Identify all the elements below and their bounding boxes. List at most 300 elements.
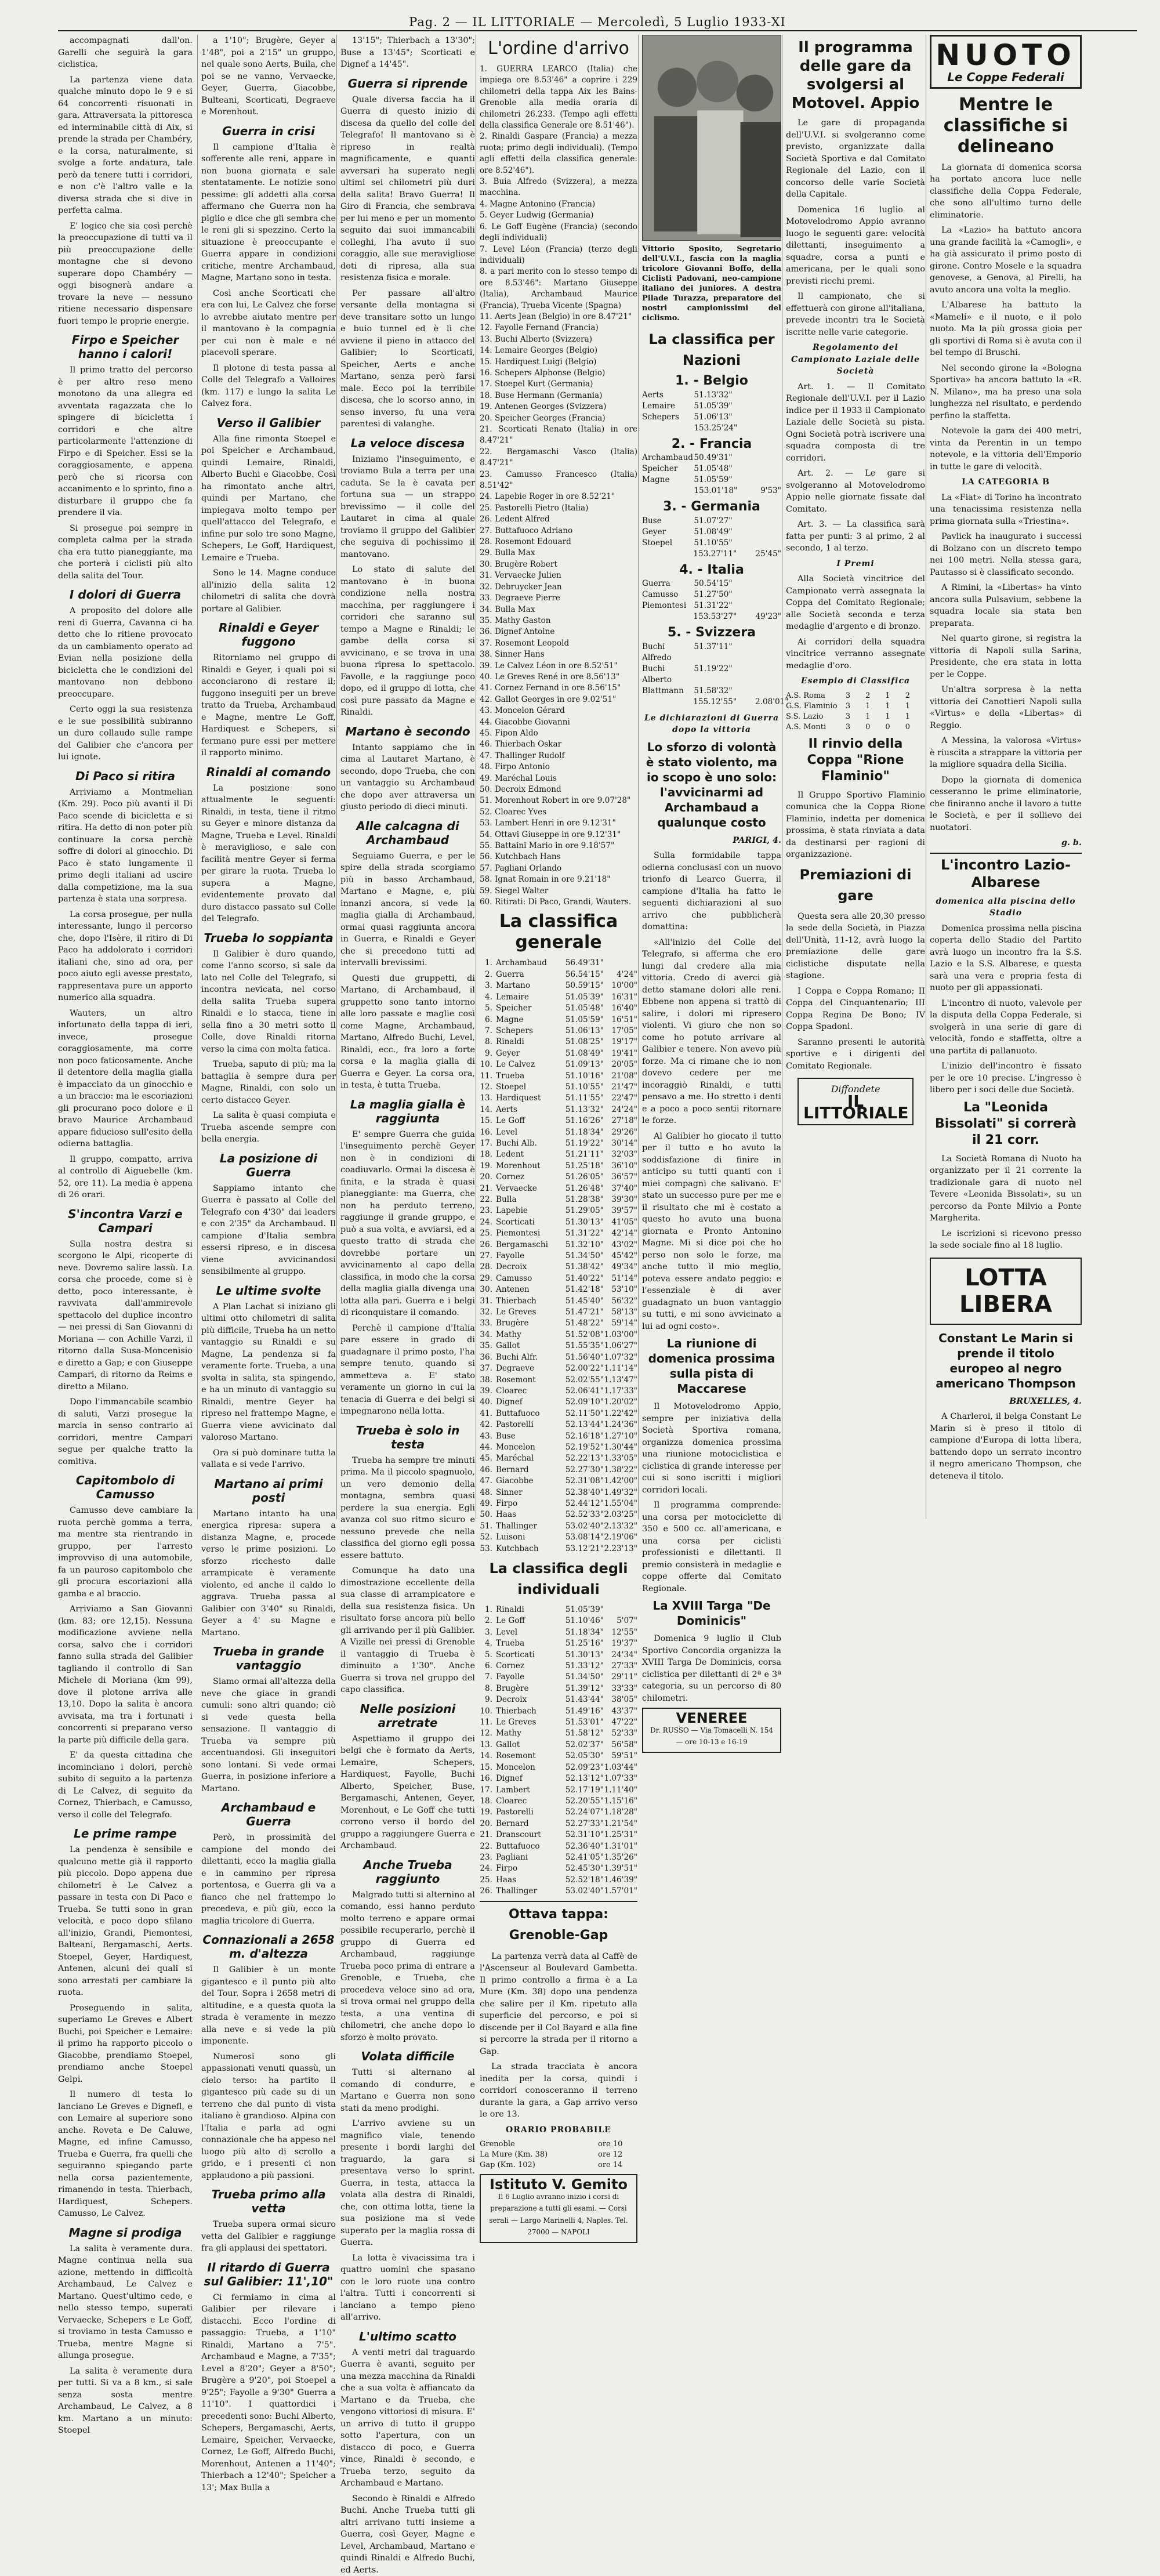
subheading: La maglia gialla è raggiunta [340, 1097, 475, 1125]
dateline: PARIGI, 4. [642, 835, 781, 847]
paragraph: La pendenza è sensibile e qualcuno mette già il rapporto più piccolo. Dopo appena due chilometri è Le Calvez a passare in testa con Di Paco e Trueba. Se tutti sono in gran velocità, e poco dopo sfilano all'inizio, Grandi, Piemontesi, Balteani, Bergamaschi, Aerts. Stoepel, Geyer, Hardiquest, Antenen, alcuni dei quali si sono arrestati per cambiare la ruota. [58, 1844, 193, 1999]
arrival-entry: 23. Camusso Francesco (Italia) 8.51'42" [480, 469, 637, 492]
classification-row [480, 1442, 637, 1453]
standings-table [786, 691, 925, 733]
classification-n: 10. [480, 1059, 492, 1070]
classification-g: 1.07'33" [604, 1773, 637, 1784]
classification-t: 51.05'48" [550, 1003, 604, 1014]
paragraph: Iniziamo l'inseguimento, e troviamo Bula a terra per una caduta. Se la è cavata per fortuna sua — un strappo brevissimo — il colle del Lautaret in cima al quale troviamo il gruppo del Galibier che seguiva di pochissimo il mantovano. [340, 454, 475, 561]
eighth-stage-heading: Ottava tappa: Grenoble-Gap [480, 1901, 637, 1946]
classification-n: 8. [480, 1037, 492, 1048]
classification-nm: Guerra [496, 969, 550, 980]
classification-nm: Buttafuoco [496, 1408, 550, 1419]
classification-g: 1.39'51" [604, 1863, 637, 1874]
classification-g: 39'57" [604, 1205, 637, 1216]
nation-cell [757, 600, 781, 611]
classification-row [480, 1818, 637, 1829]
classification-t: 51.21'11" [550, 1149, 604, 1160]
classification-nm: Moncelon [496, 1442, 550, 1453]
arrival-entry: 55. Battaini Mario in ore 9.18'57" [480, 840, 637, 852]
classification-t: 52.22'13" [550, 1453, 604, 1464]
classification-nm: Decroix [496, 1694, 550, 1705]
classification-g: 38'05" [604, 1694, 637, 1705]
standings-cell: 1 [885, 691, 905, 701]
classification-row [480, 1453, 637, 1464]
classification-g: 20'05" [604, 1059, 637, 1070]
classification-g: 45'42" [604, 1251, 637, 1262]
subheading: L'ultimo scatto [340, 2329, 475, 2343]
paragraph: La Società Romana di Nuoto ha organizzato per il 21 corrente la tradizionale gara di nuoto nel Tevere «Leonida Bissolati», su un percorso da Ponte Milvio a Ponte Margherita. [930, 1153, 1082, 1224]
classification-g: 59'14" [604, 1318, 637, 1329]
classification-n: 3. [480, 1627, 492, 1638]
classification-n: 18. [480, 1149, 492, 1160]
arrival-entry: 57. Pagliani Orlando [480, 863, 637, 874]
classification-n: 40. [480, 1397, 492, 1408]
classification-row [480, 1082, 637, 1093]
classifiche-heading: Mentre le classifiche si delineano [930, 95, 1082, 157]
classification-nm: Bernard [496, 1818, 550, 1829]
classification-row [480, 1138, 637, 1149]
paragraph: Così anche Scorticati che era con lui, Le Calvez che forse lo avrebbe aiutato mentre per il mantovano è la compagnia per cui non è male e né piacevoli sperare. [201, 288, 336, 359]
classification-g: 27'33" [604, 1661, 637, 1672]
classification-nm: Luisoni [496, 1532, 550, 1543]
classification-n: 52. [480, 1532, 492, 1543]
nation-cell [757, 589, 781, 600]
classification-t: 51.38'42" [550, 1262, 604, 1273]
paragraph: Tutti si alternano al comando di condurre, e Martano e Guerra non sono stati da meno prodighi. [340, 2067, 475, 2114]
classification-nm: Thallinger [496, 1521, 550, 1532]
classification-row [480, 1627, 637, 1638]
classification-t: 51.05'39" [550, 1604, 604, 1615]
nation-cell: 155.12'55" [693, 697, 755, 708]
nation-cell: Stoepel [642, 538, 694, 549]
nation-cell: Geyer [642, 527, 694, 538]
classification-row [480, 1875, 637, 1886]
classification-n: 13. [480, 1740, 492, 1751]
paragraph: Secondo è Rinaldi e Alfredo Buchi. Anche Trueba tutti gli altri arrivano tutti insieme a Guerra, così Geyer, Magne e Level, Archambaud, Martano e quindi Rinaldi e Alfredo Buchi, ed Aerts. [340, 2493, 475, 2576]
nation-cell: Piemontesi [642, 600, 694, 611]
classification-n: 15. [480, 1115, 492, 1126]
classification-n: 12. [480, 1728, 492, 1739]
classification-nm: Level [496, 1627, 550, 1638]
classification-n: 22. [480, 1841, 492, 1852]
paragraph: A venti metri dal traguardo Guerra è avanti, seguito per una mezza macchina da Rinaldi che a sua volta è affiancato da Martano e da Trueba, che vengono vittoriosi di misura. E' un arrivo di tutto il gruppo sotto l'apertura, con un distacco di poco, e Guerra vince, Rinaldi è secondo, e Trueba terzo, seguito da Archambaud e Martano. [340, 2347, 475, 2490]
classification-g: 2.13'32" [604, 1521, 637, 1532]
promo-title: IL LITTORIALE [803, 1096, 908, 1119]
classification-nm: Buchi Alb. [496, 1138, 550, 1149]
classification-n: 43. [480, 1431, 492, 1442]
classification-g: 1.21'54" [604, 1818, 637, 1829]
classification-n: 25. [480, 1875, 492, 1886]
classification-row [480, 1329, 637, 1340]
individual-classification-list [480, 1604, 637, 1897]
paragraph: L'arrivo avviene su un magnifico viale, tenendo presente i bordi larghi del traguardo, la gara si presentava verso lo sprint. Guerra, in testa, attacca la volata alla destra di Rinaldi, che, con ottima lotta, tiene la sua posizione ma si vede superato per la maglia rossa di Guerra. [340, 2118, 475, 2249]
nation-row [642, 390, 781, 401]
nation-cell [757, 452, 781, 463]
classification-nm: Lambert [496, 1785, 550, 1796]
nation-row [642, 474, 781, 486]
arrival-entry: 6. Le Goff Eugène (Francia) (secondo degli individuali) [480, 222, 637, 244]
bissolati-heading: La "Leonida Bissolati" si correrà il 21 corr. [930, 1100, 1082, 1148]
classification-g: 2.03'25" [604, 1509, 637, 1520]
nation-cell [642, 549, 693, 560]
subheading: Martano è secondo [340, 724, 475, 738]
classification-t: 51.56'40" [550, 1352, 604, 1363]
nation-name: 2. - Francia [642, 439, 781, 451]
subheading: Trueba lo soppianta [201, 931, 336, 945]
classification-nm: Ledent [496, 1149, 550, 1160]
classification-g: 19'41" [604, 1048, 637, 1059]
classification-t: 51.19'22" [550, 1138, 604, 1149]
paragraph: La salita è veramente dura. Magne continua nella sua azione, mettendo in difficoltà Archambaud, Le Calvez e Martano. Quest'ultimo cede, e nello stesso tempo, superati Vervaecke, Schepers e Le Goff, si troviamo in testa Camusso e Trueba, mentre Magne si allunga prosegue. [58, 2243, 193, 2362]
classification-n: 12. [480, 1082, 492, 1093]
classification-nm: Dignef [496, 1397, 550, 1408]
classification-row [480, 1115, 637, 1126]
nation-cell: 51.27'50" [694, 589, 756, 600]
classification-g: 1.18'28" [604, 1807, 637, 1818]
classification-n: 9. [480, 1694, 492, 1705]
advert-title: Istituto V. Gemito [484, 2179, 633, 2191]
paragraph: Camusso deve cambiare la ruota perchè gomma a terra, ma mentre sta rientrando in gruppo, per l'arresto improvviso di una automobile, fa un pauroso capitombolo che gli procura escoriazioni alla gamba e al braccio. [58, 1505, 193, 1600]
classification-nm: Brugère [496, 1683, 550, 1694]
promo-line: Diffondete [803, 1084, 908, 1096]
paragraph: Trueba ha sempre tre minuti prima. Ma il piccolo spagnuolo, un vero demonio della montagna, sembra quasi perdere la sua energia. Egli avanza col suo ritmo sicuro e nessuno prevede che nella classifica del giorno egli possa essere battuto. [340, 1455, 475, 1562]
classification-n: 38. [480, 1375, 492, 1386]
classification-g: 43'37" [604, 1706, 637, 1717]
arrival-entry: 30. Brugère Robert [480, 559, 637, 570]
classification-nm: Rinaldi [496, 1604, 550, 1615]
paragraph: «All'inizio del Colle del Telegrafo, si afferma che ero lungi dal credere alla mia vittoria. Credo di averci già detto stamane dolori alle reni. Ebbene non appena si trattò di salire, i dolori mi ripresero violenti. Vi giuro che non so come ho potuto arrivare al Galibier e tenere. Non avevo più forze. Ma ci rimane che io non dovevo cedere per me incoraggiò Rinaldi, e tutti pensavo a me. Ho stretto i denti e a poco a poco sentii ritornare le forze. [642, 937, 781, 1127]
classification-g: 5'07" [604, 1615, 637, 1626]
classification-row [480, 1638, 637, 1649]
classification-n: 14. [480, 1751, 492, 1762]
classification-nm: Bulla [496, 1194, 550, 1205]
classification-row [480, 1340, 637, 1352]
nation-row [642, 611, 781, 622]
classification-g: 24'34" [604, 1650, 637, 1661]
classification-nm: Decroix [496, 1262, 550, 1273]
paragraph: Nel quarto girone, si registra la vittoria di Napoli sulla Sarina, Presidente, che era stata in lotta per le Coppe. [930, 633, 1082, 680]
subheading: Le ultime svolte [201, 1284, 336, 1298]
standings-row [786, 691, 925, 701]
classification-g: 1.13'47" [604, 1375, 637, 1386]
classification-t: 51.11'55" [550, 1093, 604, 1104]
classification-n: 11. [480, 1717, 492, 1728]
classification-t: 51.47'21" [550, 1307, 604, 1318]
classification-nm: Firpo [496, 1498, 550, 1509]
standings-cell: 3 [846, 722, 865, 733]
arrival-entry: 60. Ritirati: Di Paco, Grandi, Wauters. [480, 897, 637, 908]
classification-n: 24. [480, 1217, 492, 1228]
paragraph: Un'altra sorpresa è la netta vittoria dei Canottieri Napoli sulla «Virtus» e della «Libertas» di Reggio. [930, 684, 1082, 731]
paragraph: Art. 2. — Le gare si svolgeranno al Motovelodromo Appio nelle giornate fissate dal Comitato. [786, 468, 925, 515]
classification-nm: Thierbach [496, 1706, 550, 1717]
paragraph: E' da questa cittadina che incominciano i dolori, perchè subito di seguito a la partenza di Le Calvez, di seguito da Cornez, Thierbach, e Camusso, verso il colle del Telegrafo. [58, 1749, 193, 1821]
classification-t: 52.02'37" [550, 1740, 604, 1751]
advert-istituto-gemito [480, 2174, 637, 2243]
classification-t: 51.32'10" [550, 1240, 604, 1251]
nation-cell: 50.54'15" [694, 578, 756, 589]
classification-row [480, 1352, 637, 1363]
classification-n: 26. [480, 1240, 492, 1251]
classification-nm: Cornez [496, 1661, 550, 1672]
paragraph: Trueba, saputo di più; ma la battaglia è sempre dura per Magne, Rinaldi, con solo un certo distacco Geyer. [201, 1059, 336, 1106]
nation-block [642, 375, 781, 434]
classification-nm: Dranscourt [496, 1829, 550, 1840]
classification-t: 51.43'44" [550, 1694, 604, 1705]
classification-nm: Gallot [496, 1340, 550, 1352]
nation-cell: 51.05'48" [694, 463, 756, 474]
classification-nm: Thierbach [496, 1296, 550, 1307]
nation-cell: 153.27'11" [693, 549, 755, 560]
classification-row [480, 992, 637, 1003]
arrival-entry: 33. Degraeve Pierre [480, 593, 637, 604]
classification-n: 26. [480, 1886, 492, 1897]
classification-row [480, 969, 637, 980]
classification-row [480, 1048, 637, 1059]
classification-t: 51.31'22" [550, 1228, 604, 1239]
classification-n: 7. [480, 1672, 492, 1683]
classification-g: 1.42'00" [604, 1476, 637, 1487]
nation-row [642, 686, 781, 697]
lazio-albarese-heading: L'incontro Lazio-Albarese [930, 853, 1082, 891]
paragraph: Ora si può dominare tutta la vallata e si vede l'arrivo. [201, 1447, 336, 1471]
classification-nm: Level [496, 1127, 550, 1138]
classification-row [480, 1706, 637, 1717]
lazio-albarese-subheading: domenica alla piscina dello Stadio [930, 896, 1082, 919]
timetable-l: La Mure (Km. 38) [480, 2150, 598, 2160]
nation-cell [642, 697, 693, 708]
nation-cell: 51.06'13" [694, 412, 756, 423]
classification-t: 52.20'55" [550, 1796, 604, 1807]
paragraph: L'incontro di nuoto, valevole per la disputa della Coppa Federale, si svolgerà in una serie di gare di velocità, fondo e staffetta, oltre a una partita di pallanuoto. [930, 998, 1082, 1057]
classification-t: 51.26'48" [550, 1183, 604, 1194]
nation-cell: 2.08'01" [755, 697, 781, 708]
subheading: I dolori di Guerra [58, 588, 193, 602]
classification-row [480, 1694, 637, 1705]
classification-n: 4. [480, 992, 492, 1003]
classification-nm: Scorticati [496, 1217, 550, 1228]
lotta-libera-box [930, 1258, 1082, 1325]
classification-row [480, 1672, 637, 1683]
nation-cell: 153.53'27" [693, 611, 755, 622]
subheading: Guerra in crisi [201, 124, 336, 138]
classification-g: 47'22" [604, 1717, 637, 1728]
classification-row [480, 1796, 637, 1807]
classification-n: 25. [480, 1228, 492, 1239]
paragraph: Ci fermiamo in cima al Galibier per rilevare i distacchi. Ecco l'ordine di passaggio: Trueba, a 1'10" Rinaldi, Martano a 7'5". Archambaud e Magne, a 7'35"; Level a 8'20"; Geyer a 8'50"; Brugère a 9'20", poi Stoepel a 9'25"; Fayolle a 9'30" Guerra a 11'10". I quattordici i precedenti sono: Buchi Alberto, Schepers, Bergamaschi, Aerts, Lemaire, Speicher, Vervaecke, Cornez, Le Goff, Alfredo Buchi, Morenhout, Antenen a 11'40"; Thierbach a 12'40"; Speicher a 13'; Max Bulla a [201, 2292, 336, 2494]
classification-n: 11. [480, 1071, 492, 1082]
classification-nm: Morenhout [496, 1161, 550, 1172]
nation-cell: 51.10'55" [694, 538, 756, 549]
classification-g: 24'24" [604, 1104, 637, 1115]
timetable-title: ORARIO PROBABILE [480, 2124, 637, 2136]
paragraph: Sappiamo intanto che Guerra è passato al Colle del Telegrafo con 4'30" dai leaders e con 2'35" da Archambaud. Il campione d'Italia sembra essersi ripreso, e in discesa viene avvicinandosi sensibilmente al gruppo. [201, 1183, 336, 1278]
classification-nm: Mathy [496, 1329, 550, 1340]
cyclists-photo [642, 35, 781, 241]
nation-cell: Buchi Alfredo [642, 642, 694, 664]
nation-cell [757, 390, 781, 401]
standings-cell: 0 [865, 722, 885, 733]
nation-cell: 51.13'32" [694, 390, 756, 401]
paragraph: La partenza viene data qualche minuto dopo le 9 e si 64 concorrenti risuonati in gara. Attraversata la pittoresca ed interminabile città di Aix, si prende la strada per Chambéry, e la corsa, naturalmente, si svolge a forte andatura, tale però da tenere tutti i corridori, e non c'è l'altro valle e la diversa strada che si dive in perfetta calma. [58, 74, 193, 217]
timetable-v: ore 12 [598, 2150, 637, 2160]
nation-row [642, 642, 781, 664]
arrival-entry: 2. Rinaldi Gaspare (Francia) a mezza ruota; primo degli individuali). (Tempo agli effetti della classifica generale: ore 8.52'46"). [480, 131, 637, 176]
classification-g: 1.49'32" [604, 1487, 637, 1498]
nation-row [642, 527, 781, 538]
classification-g: 1.35'26" [604, 1852, 637, 1863]
standings-cell: 0 [905, 722, 925, 733]
nations-classification [642, 375, 781, 708]
classification-t: 52.05'30" [550, 1751, 604, 1762]
classification-nm: Haas [496, 1509, 550, 1520]
classification-g: 1.22'42" [604, 1408, 637, 1419]
nation-block [642, 439, 781, 497]
arrival-entry: 48. Firpo Antonio [480, 762, 637, 773]
nation-row [642, 589, 781, 600]
classification-g: 36'57" [604, 1172, 637, 1183]
arrival-entry: 37. Rosemont Leopold [480, 638, 637, 649]
promo-box [798, 1078, 913, 1125]
targa-heading: La XVIII Targa "De Dominicis" [642, 1598, 781, 1628]
classification-t: 52.16'18" [550, 1431, 604, 1442]
paragraph: Domenica 16 luglio al Motovelodromo Appio avranno luogo le seguenti gare: velocità dilettanti, inseguimento a squadre, corsa a punti e americana, per le quali sono previsti ricchi premi. [786, 204, 925, 288]
classification-n: 44. [480, 1442, 492, 1453]
classification-t: 51.49'16" [550, 1706, 604, 1717]
classification-g: 21'47" [604, 1082, 637, 1093]
arrival-entry: 59. Siegel Walter [480, 886, 637, 897]
classification-n: 14. [480, 1104, 492, 1115]
paragraph: Art. 3. — La classifica sarà fatta per punti: 3 al primo, 2 al secondo, 1 al terzo. [786, 519, 925, 555]
nation-row [642, 486, 781, 497]
classification-n: 2. [480, 969, 492, 980]
nation-row [642, 516, 781, 527]
subheading: Rinaldi e Geyer fuggono [201, 621, 336, 648]
paragraph: Per passare all'altro versante della montagna si deve transitare sotto un lungo e buio tunnel ed è lì che avviene il pieno in attacco del Galibier; lo Scorticati, Speicher, Aerts e anche Martano, senza però farsi male. Ecco poi la terribile discesa, che lo scorso anno, in senso inverso, fu una vera parentesi di valanghe. [340, 288, 475, 430]
paragraph: La strada tracciata è ancora inedita per la corsa, quindi i corridori conosceranno il terreno durante la gara, a Gap arrivo verso le ore 13. [480, 2061, 637, 2121]
classification-n: 27. [480, 1251, 492, 1262]
classification-g: 43'02" [604, 1240, 637, 1251]
masthead [58, 13, 1137, 31]
lotta-libera-title: LOTTA LIBERA [937, 1265, 1075, 1318]
coppa-flaminio-heading: Il rinvio della Coppa "Rione Flaminio" [786, 736, 925, 785]
subheading: Trueba primo alla vetta [201, 2187, 336, 2215]
paragraph: I Coppa e Coppa Romano; II Coppa del Cinquantenario; III Coppa Regina De Bono; IV Coppa Spadoni. [786, 986, 925, 1033]
paragraph: A Plan Lachat si iniziano gli ultimi otto chilometri di salita più difficile, Trueba ha un netto vantaggio su Rinaldi e su Magne, La pendenza si fa veramente forte. Trueba, a una svolta in salita, sta spingendo, e ha un minuto di vantaggio su Rinaldi, mentre Geyer ha ripreso nel frattempo Magne, e Guerra viene avvicinato dal valoroso Martano. [201, 1301, 336, 1444]
classification-nm: Le Greves [496, 1717, 550, 1728]
paragraph: Dopo la giornata di domenica cesseranno le prime eliminatorie, che finiranno anche il lavoro a tutte le Società, e per il sollievo dei nuotatori. [930, 774, 1082, 834]
arrival-entry: 51. Morenhout Robert in ore 9.07'28" [480, 795, 637, 806]
classification-nm: Sinner [496, 1487, 550, 1498]
general-classification-heading: La classifica generale [480, 911, 637, 953]
classification-t: 51.13'32" [550, 1104, 604, 1115]
classification-row [480, 1217, 637, 1228]
nation-cell [757, 401, 781, 412]
classification-row [480, 1262, 637, 1273]
arrival-entry: 43. Moncelon Gérard [480, 705, 637, 716]
classification-nm: Cloarec [496, 1386, 550, 1397]
classification-row [480, 1104, 637, 1115]
classification-g: 1.20'02" [604, 1397, 637, 1408]
classification-n: 50. [480, 1509, 492, 1520]
nation-cell: 51.05'39" [694, 401, 756, 412]
classification-row [480, 1773, 637, 1784]
classification-row [480, 958, 637, 969]
classification-n: 30. [480, 1284, 492, 1295]
classification-nm: Buttafuoco [496, 1841, 550, 1852]
classification-row [480, 1419, 637, 1430]
classification-nm: Bergamaschi [496, 1240, 550, 1251]
classification-row [480, 1172, 637, 1183]
paragraph: Il Gruppo Sportivo Flaminio comunica che la Coppa Rione Flaminio, indetta per domenica prossima, è stata rinviata a data da destinarsi per ragioni di organizzazione. [786, 789, 925, 861]
arrival-entry: 15. Hardiquest Luigi (Belgio) [480, 357, 637, 368]
classification-row [480, 1375, 637, 1386]
nation-cell: 51.07'27" [694, 516, 756, 527]
classification-g: 52'33" [604, 1728, 637, 1739]
classification-n: 21. [480, 1183, 492, 1194]
standings-cell: A.S. Roma [786, 691, 846, 701]
nation-block [642, 501, 781, 560]
classification-n: 20. [480, 1818, 492, 1829]
classification-nm: Schepers [496, 1026, 550, 1037]
paragraph: Il numero di testa lo lanciano Le Greves e Dignefl, e con Lemaire al superiore sono anche. Roveta e De Caluwe, Magne, ed infine Camusso, Trueba e Guerra, fra quelli che seguiranno spiegando parte nella corsa pazientemente, rimanendo in testa. Thierbach, Hardiquest, Schepers. Camusso, Le Calvez. [58, 2089, 193, 2220]
classification-n: 47. [480, 1476, 492, 1487]
classification-t: 51.25'16" [550, 1638, 604, 1649]
classification-row [480, 1003, 637, 1014]
classification-row [480, 1431, 637, 1442]
classification-t: 51.26'05" [550, 1172, 604, 1183]
timetable-row [480, 2160, 637, 2171]
classification-g: 49'34" [604, 1262, 637, 1273]
paragraph: Il campione d'Italia è sofferente alle reni, appare in non buona giornata e sale stentatamente. Le notizie sono pessime: gli addetti alla corsa affermano che Guerra non ha piglio e dice che gli sembra che le reni gli si spezzino. Certo la situazione è preoccupante e Guerra appare in condizioni critiche, mentre Archambaud, Magne, Martano sono in testa. [201, 142, 336, 284]
subheading: Magne si prodiga [58, 2226, 193, 2240]
classification-n: 22. [480, 1194, 492, 1205]
classification-t: 52.00'22" [550, 1363, 604, 1374]
subheading: Capitombolo di Camusso [58, 1473, 193, 1501]
nation-cell: Buse [642, 516, 694, 527]
paragraph: Lo stato di salute del mantovano è in buona condizione nella nostra macchina, per raggiungere i corridori che saranno sul tempo a Magne e Rinaldi; le gambe della corsa si avvicinano, e se trova in una buona ripresa lo spettacolo. Favolle, e la raggiunge poco dopo, ed il gruppo di lotta, che così pure passato da Magne e Rinaldi. [340, 564, 475, 719]
arrival-entry: 14. Lemaire Georges (Belgio) [480, 345, 637, 356]
classification-g: 32'03" [604, 1149, 637, 1160]
nation-cell: 51.08'49" [694, 527, 756, 538]
classification-row [480, 1785, 637, 1796]
arrival-order-heading: L'ordine d'arrivo [480, 38, 637, 59]
classification-nm: Kutchbach [496, 1544, 550, 1555]
classification-g: 39'30" [604, 1194, 637, 1205]
classification-row [480, 1544, 637, 1555]
classification-row [480, 980, 637, 991]
classification-nm: Trueba [496, 1071, 550, 1082]
standings-cell: 3 [846, 691, 865, 701]
classification-n: 1. [480, 1604, 492, 1615]
classification-g: 1.17'33" [604, 1386, 637, 1397]
standings-cell: 1 [905, 712, 925, 722]
standings-cell: 2 [905, 691, 925, 701]
classification-g: 56'58" [604, 1740, 637, 1751]
classification-n: 1. [480, 958, 492, 969]
classification-g: 2.23'13" [604, 1544, 637, 1555]
classification-n: 49. [480, 1498, 492, 1509]
standings-cell: 1 [865, 701, 885, 712]
classification-row [480, 1037, 637, 1048]
arrival-entry: 21. Scorticati Renato (Italia) in ore 8.47'21" [480, 424, 637, 447]
classification-nm: Speicher [496, 1003, 550, 1014]
guerra-declaration-kicker: Le dichiarazioni di Guerra dopo la vittoria [642, 712, 781, 736]
classification-nm: Cornez [496, 1172, 550, 1183]
paragraph: Numerosi sono gli appassionati venuti quassù, un cielo terso: ha partito il gigantesco più cade su di un terreno che dal punto di vista italiano è grandioso. Alpina con l'Italia e parla ad ogni connazionale che ha appeso nel luogo più alto di scrollo a grido, e i presenti ci non applaudono a più passioni. [201, 2051, 336, 2182]
classification-g: 53'10" [604, 1284, 637, 1295]
